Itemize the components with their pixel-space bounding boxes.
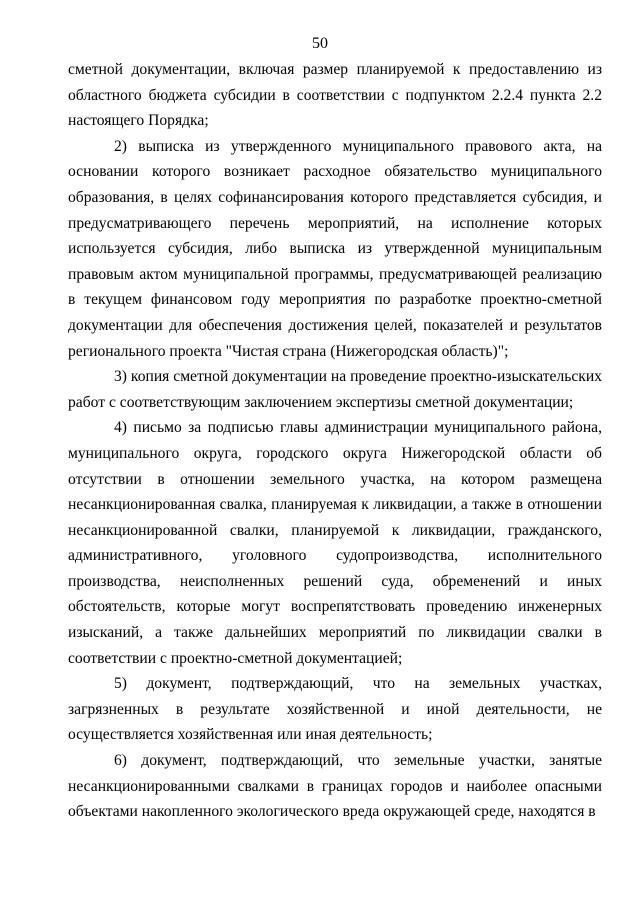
list-item-3: 3) копия сметной документации на проведение проектно-изыскательских работ с соответствующим заключением экспертизы сметной документации; [68, 368, 602, 411]
page-number: 50 [312, 35, 328, 52]
list-item-4: 4) письмо за подписью главы администрации муниципального района, муниципального округа, городского округа Нижегородской области об отсутствии в отношении земельного участка, на котором размещена несанкционированная свалка, планируемая к ликвидации, а также в отношении несанкционированной свалки, планируемой к ликвидации, гражданского, административного, уголовного судопроизводства, исполнительного производства, неисполненных решений суда, обременений и иных обстоятельств, которые могут воспрепятствовать проведению инженерных изысканий, а также дальнейших мероприятий по ликвидации свалки в соответствии с проектно-сметной документацией; [68, 419, 602, 667]
list-item-2: 2) выписка из утвержденного муниципального правового акта, на основании которого возникает расходное обязательство муниципального образования, в целях софинансирования которого представляется субсидия, и предусматривающего перечень мероприятий, на исполнение которых используется субсидия, либо выписка из утвержденной муниципальным правовым актом муниципальной программы, предусматривающей реализацию в текущем финансовом году мероприятия по разработке проектно-сметной документации для обеспечения достижения целей, показателей и результатов регионального проекта "Чистая страна (Нижегородская область)"; [68, 137, 602, 360]
list-item-5: 5) документ, подтверждающий, что на земельных участках, загрязненных в результате хозяйственной и иной деятельности, не осуществляется хозяйственная или иная деятельность; [68, 675, 602, 744]
document-body [68, 57, 602, 825]
list-item-6: 6) документ, подтверждающий, что земельные участки, занятые несанкционированными свалками в границах городов и наиболее опасными объектами накопленного экологического вреда окружающей среде, находятся в [68, 752, 602, 821]
paragraph-continuation: сметной документации, включая размер планируемой к предоставлению из областного бюджета субсидии в соответствии с подпунктом 2.2.4 пункта 2.2 настоящего Порядка; [68, 61, 602, 130]
